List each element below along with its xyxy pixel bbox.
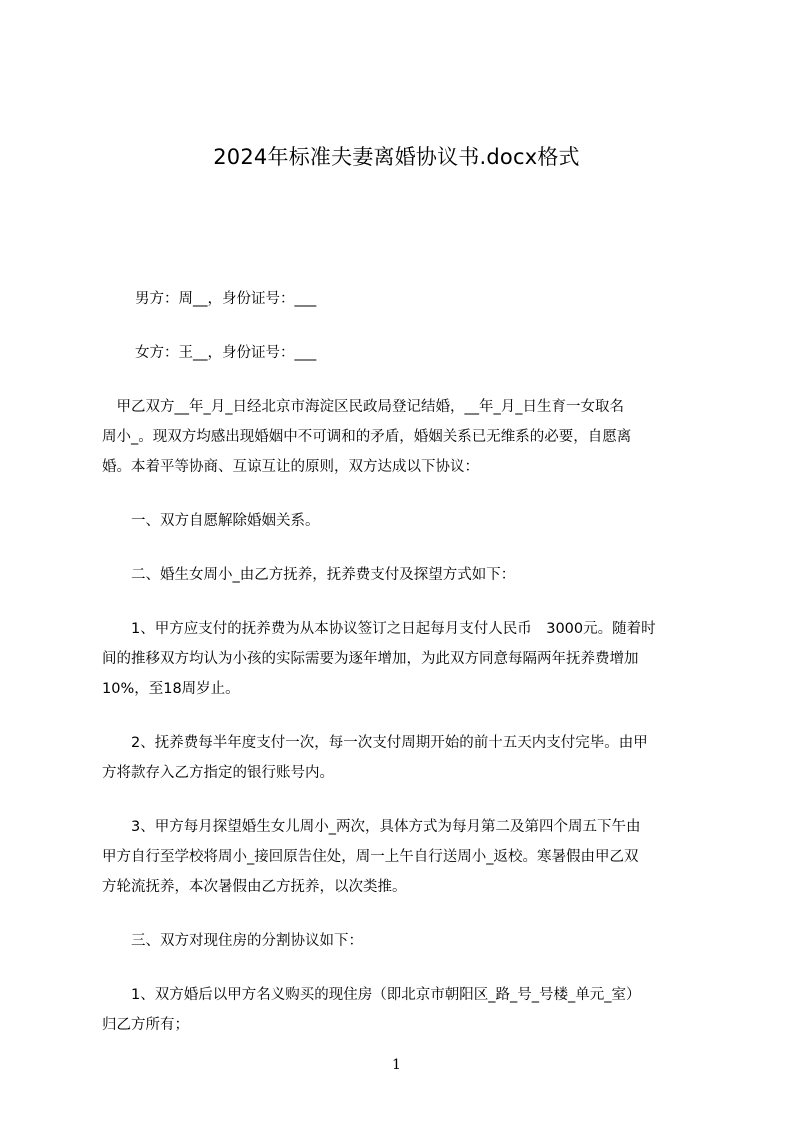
- clause-3-item-1: [102, 980, 702, 1040]
- clause-3-item-1-line: 1、双方婚后以甲方名义购买的现住房（即北京市朝阳区_路_号_号楼_单元_室）: [102, 987, 641, 1003]
- clause-2-item-2-line: 2、抚养费每半年度支付一次，每一次支付周期开始的前十五天内支付完毕。由甲: [102, 735, 648, 751]
- clause-3-heading: [102, 926, 702, 956]
- party-male-line: 男方：周__，身份证号：___: [135, 291, 317, 307]
- clause-2-item-1-line: 间的推移双方均认为小孩的实际需要为逐年增加，为此双方同意每隔两年抚养费增加: [102, 651, 639, 667]
- clause-1-heading-line: 一、双方自愿解除婚姻关系。: [102, 513, 320, 529]
- clause-3-heading-line: 三、双方对现住房的分割协议如下：: [102, 933, 363, 949]
- clause-2-item-3-line: 方轮流抚养，本次暑假由乙方抚养，以次类推。: [102, 879, 407, 895]
- clause-2-heading: [102, 560, 702, 590]
- clause-2-item-3: [102, 812, 702, 902]
- clause-2-item-1-line: 10%，至18周岁止。: [102, 681, 240, 697]
- preamble-line: 甲乙双方__年_月_日经北京市海淀区民政局登记结婚，__年_月_日生育一女取名: [102, 399, 624, 415]
- preamble-line: 周小_。现双方均感出现婚姻中不可调和的矛盾，婚姻关系已无维系的必要，自愿离: [102, 429, 632, 445]
- party-male: [102, 284, 702, 314]
- clause-2-item-2: [102, 728, 702, 788]
- clause-2-heading-line: 二、婚生女周小_由乙方抚养，抚养费支付及探望方式如下：: [102, 567, 516, 583]
- party-female-line: 女方：王__，身份证号：___: [135, 345, 317, 361]
- document-body: [102, 284, 702, 1064]
- clause-2-item-2-line: 方将款存入乙方指定的银行账号内。: [102, 765, 334, 781]
- clause-3-item-1-line: 归乙方所有；: [102, 1017, 189, 1033]
- document-title: 2024年标准夫妻离婚协议书.docx格式: [213, 145, 580, 169]
- clause-1-heading: [102, 506, 702, 536]
- party-female: [102, 338, 702, 368]
- preamble-paragraph: [102, 392, 702, 482]
- page-number: 1: [392, 1057, 401, 1073]
- preamble-line: 婚。本着平等协商、互谅互让的原则，双方达成以下协议：: [102, 459, 479, 475]
- clause-2-item-1-line: 1、甲方应支付的抚养费为从本协议签订之日起每月支付人民币 3000元。随着时: [102, 621, 656, 637]
- clause-2-item-1: [102, 614, 702, 704]
- clause-2-item-3-line: 3、甲方每月探望婚生女儿周小_两次，具体方式为每月第二及第四个周五下午由: [102, 819, 641, 835]
- clause-2-item-3-line: 甲方自行至学校将周小_接回原告住处，周一上午自行送周小_返校。寒暑假由甲乙双: [102, 849, 639, 865]
